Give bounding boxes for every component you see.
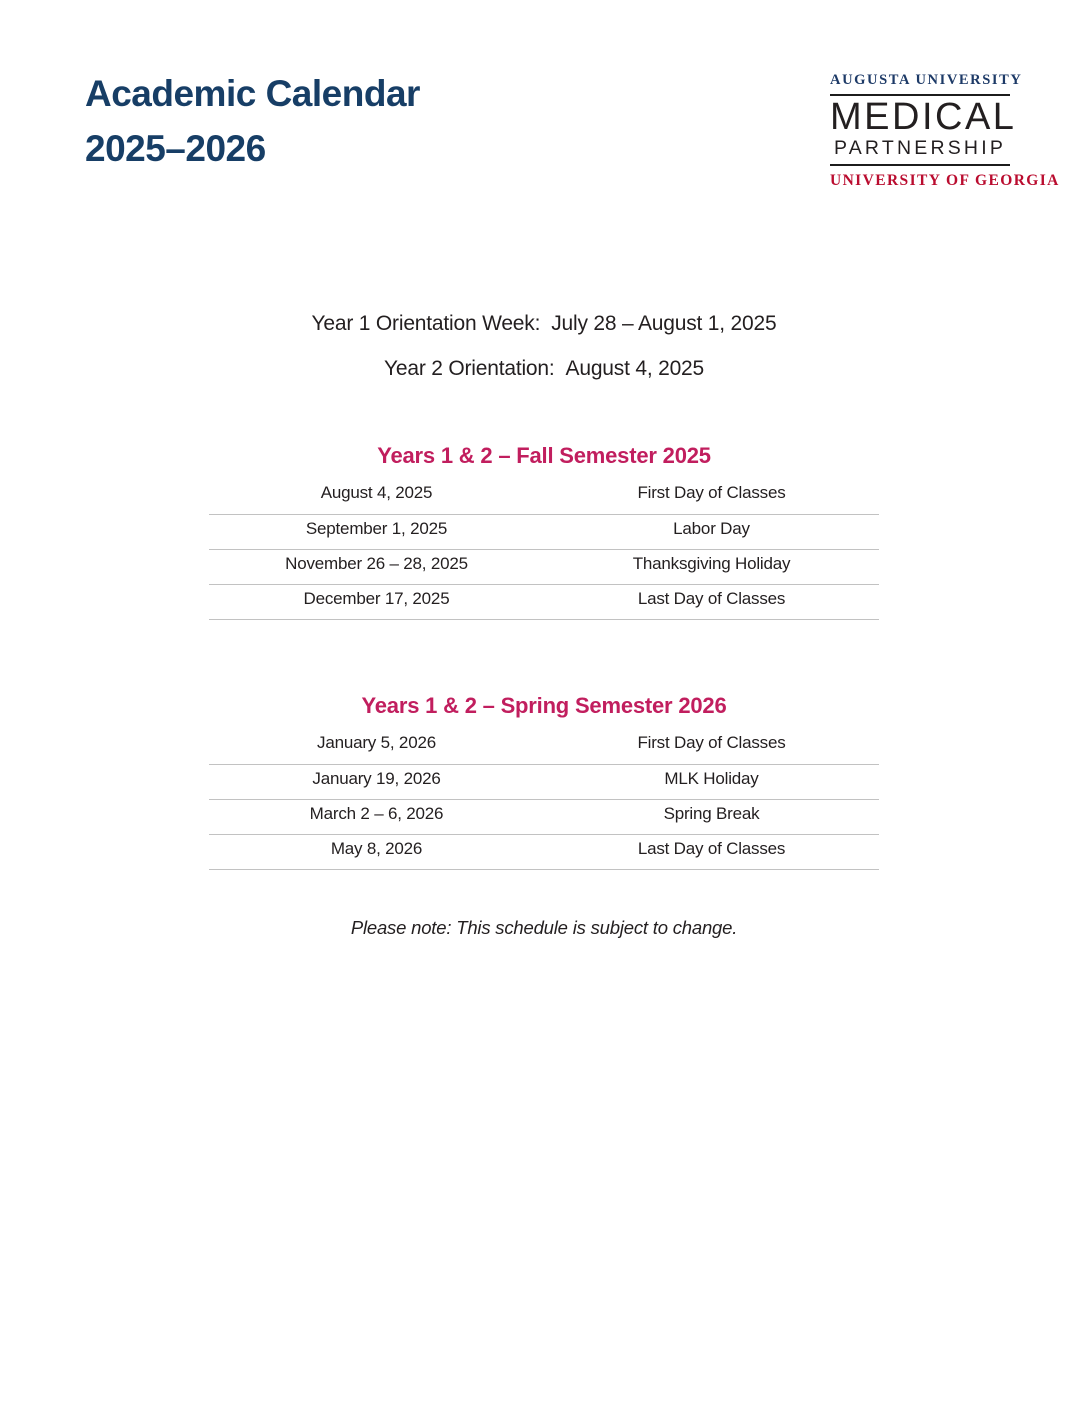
orientation-year1-value: July 28 – August 1, 2025: [551, 312, 777, 335]
spring-semester-section: [0, 693, 1088, 870]
event-cell: First Day of Classes: [544, 729, 879, 764]
date-cell: January 19, 2026: [209, 764, 544, 799]
fall-semester-title: Years 1 & 2 – Fall Semester 2025: [377, 443, 711, 468]
page-title-line-2: 2025–2026: [85, 128, 266, 169]
logo-bottom-rule: [830, 164, 1010, 166]
table-row: [209, 549, 879, 584]
logo-partnership-text: PARTNERSHIP: [833, 137, 1007, 159]
spring-semester-table: [209, 729, 879, 870]
date-cell: May 8, 2026: [209, 834, 544, 869]
table-row: [209, 479, 879, 514]
orientation-line-year1: [0, 311, 1088, 337]
fall-semester-table: [209, 479, 879, 620]
page-title: [85, 66, 420, 176]
table-row: [209, 764, 879, 799]
event-cell: Labor Day: [544, 514, 879, 549]
event-cell: MLK Holiday: [544, 764, 879, 799]
orientation-line-year2: [0, 356, 1088, 382]
event-cell: First Day of Classes: [544, 479, 879, 514]
table-row: [209, 729, 879, 764]
au-uga-medical-partnership-logo: [830, 72, 1060, 190]
table-row: [209, 799, 879, 834]
table-row: [209, 584, 879, 619]
date-cell: August 4, 2025: [209, 479, 544, 514]
schedule-change-note: Please note: This schedule is subject to change.: [350, 917, 738, 938]
page-title-line-1: Academic Calendar: [85, 73, 420, 114]
event-cell: Last Day of Classes: [544, 584, 879, 619]
event-cell: Spring Break: [544, 799, 879, 834]
date-cell: September 1, 2025: [209, 514, 544, 549]
logo-university-of-georgia-text: UNIVERSITY OF GEORGIA: [830, 172, 1060, 189]
spring-semester-title: Years 1 & 2 – Spring Semester 2026: [361, 693, 727, 718]
orientation-year2-label: Year 2 Orientation:: [383, 357, 555, 380]
fall-semester-section: [0, 443, 1088, 620]
table-row: [209, 834, 879, 869]
orientation-year1-label: Year 1 Orientation Week:: [311, 312, 541, 335]
orientation-block: [0, 311, 1088, 401]
date-cell: March 2 – 6, 2026: [209, 799, 544, 834]
logo-medical-text: MEDICAL: [830, 96, 1017, 138]
event-cell: Last Day of Classes: [544, 834, 879, 869]
date-cell: November 26 – 28, 2025: [209, 549, 544, 584]
event-cell: Thanksgiving Holiday: [544, 549, 879, 584]
date-cell: January 5, 2026: [209, 729, 544, 764]
date-cell: December 17, 2025: [209, 584, 544, 619]
orientation-year2-value: August 4, 2025: [565, 357, 705, 380]
logo-augusta-university-text: AUGUSTA UNIVERSITY: [830, 72, 1023, 88]
table-row: [209, 514, 879, 549]
